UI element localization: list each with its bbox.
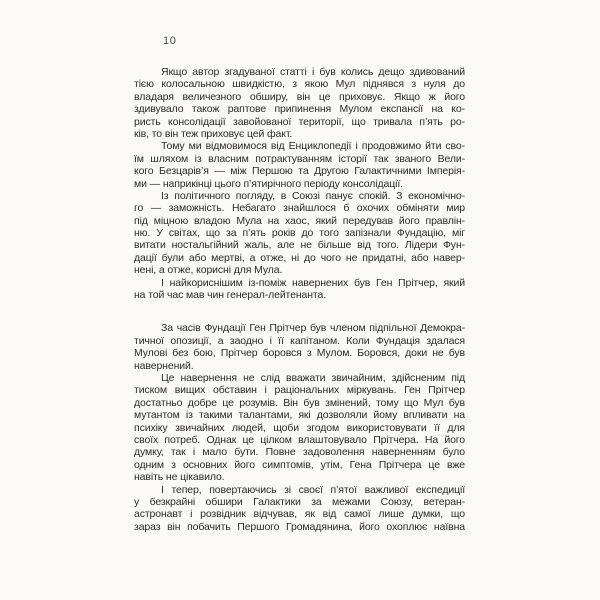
text-line: під міцною владою Мула на хаос, який передував його правлін- [134,214,465,227]
text-line: ню. У світах, що за п’ять років до того запізнали Фундацію, міг [134,227,465,240]
text-line: ми — наприкінці цього п’ятирічного періоду консолідації. [134,177,403,190]
text-line: Тому ми відмовимося від Енциклопедії і продовжимо йти сво- [161,140,465,153]
text-line: здивувало також раптове припинення Мулом експансії на ко- [134,103,465,116]
paragraph [134,372,465,484]
text-line: мутантом із такими талантами, які дозволяли йому впливати на [134,409,465,422]
paragraph [134,140,465,190]
text-line: їм шляхом із власним потрактуванням історії так званого Вели- [134,152,465,165]
text-line: своїх потреб. Однак це цілком влаштовувало Прітчера. На його [134,433,465,446]
text-line: І тепер, повертаючись зі своєї п’ятої важливої експедиції [161,483,465,496]
text-line: ків, то він теж приховує цей факт. [134,127,293,140]
text-line: нені, а отже, корисні для Мула. [134,264,283,277]
text-line: зараз він побачить Першого Громадянина, його охоплює наївна [134,520,465,533]
paragraph [134,277,465,302]
text-line: у безкрайні обшири Галактики за межами Союзу, ветеран- [134,495,465,508]
text-line: навернений. [134,359,194,372]
text-line: психіку звичайних людей, щоби згодом використовувати її для [134,421,465,434]
text-line: Якщо автор згадуваної статті і був колись дещо здивований [161,66,465,78]
text-line: І найкориснішим із-поміж навернених був Ген Прітчер, який [161,276,465,289]
text-line: на той час мав чин генерал-лейтенанта. [134,289,327,302]
text-line: тією колосальною швидкістю, з якою Мул піднявся з нуля до [134,78,465,91]
text-line: За часів Фундації Ген Прітчер був членом підпільної Демокра- [161,322,465,335]
text-line: астронавт і розвідник відчував, як від самої лише думки, що [134,508,465,521]
text-line: го — заможність. Небагато знайшлося б охочих обміняти мир [134,202,465,215]
page-text [134,66,465,533]
text-line: владаря величезного обширу, він це приховує. Якщо ж його [134,90,465,103]
paragraph-after-section-break [134,322,465,372]
text-line: Це навернення не слід вважати звичайним, здійсненим під [161,371,465,384]
paragraph [134,190,465,277]
text-line: Мулові без бою, Прітчер боровся з Мулом. Боровся, доки не був [134,347,465,360]
text-line: тиском вищих обставин і раціональних міркувань. Ген Прітчер [134,384,465,397]
text-line: дації були або мертві, а отже, ні до чого не придатні, або навер- [134,251,465,264]
text-line: тичної опозиції, а заодно і її капітаном. Коли Фундація здалася [134,334,465,347]
text-line: одним з основних його симптомів, утім, Гена Прітчера це вже [134,458,465,471]
text-line: навіть не цікавило. [134,471,225,484]
page-number: 10 [163,35,177,47]
text-line: достатньо добре це розумів. Він був змінений, тому що Мул був [134,396,465,409]
text-line: думку, так і мало бути. Повне задоволення наверненням було [134,446,465,459]
paragraph [134,66,465,140]
text-line: кого Безцарів’я — між Першою та Другою Галактичними Імперія- [134,165,465,178]
text-line: витати ностальгійний жаль, але не більше від того. Лідери Фун- [134,239,465,252]
paragraph [134,484,465,534]
text-line: Із політичного погляду, в Союзі панує спокій. З економічно- [161,189,465,202]
text-line: ристь консолідації завойованої території, що тривала п’ять ро- [134,115,465,128]
